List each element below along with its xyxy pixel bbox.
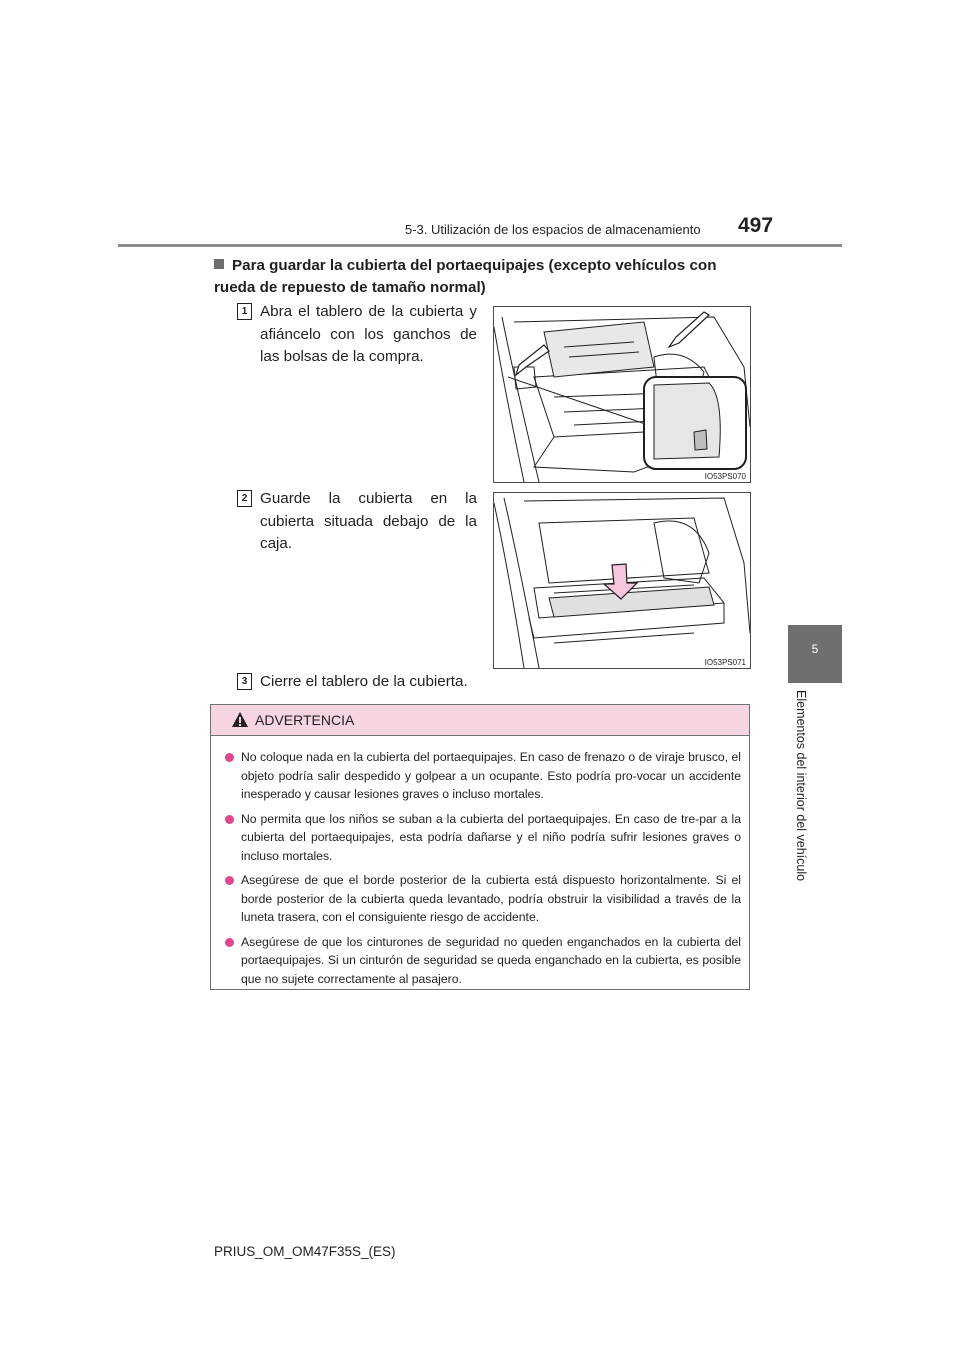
header-section-title: 5-3. Utilización de los espacios de almacenamiento xyxy=(405,222,701,237)
section-heading-text: Para guardar la cubierta del portaequipajes (excepto vehículos con rueda de repuesto de tamaño normal) xyxy=(214,257,717,296)
step-number-1: 1 xyxy=(237,303,252,320)
step-text-1: Abra el tablero de la cubierta y afiáncelo con los ganchos de las bolsas de la compra. xyxy=(260,303,477,365)
warning-box xyxy=(210,704,750,990)
warning-item: Asegúrese de que los cinturones de seguridad no queden enganchados en la cubierta del portaequipajes. Si un cinturón de seguridad se queda enganchado en la cubierta, es posible que no sujete correctamente al pasajero. xyxy=(225,933,741,989)
footer-doc-code: PRIUS_OM_OM47F35S_(ES) xyxy=(214,1244,396,1259)
warning-title: ADVERTENCIA xyxy=(255,712,355,728)
chapter-number: 5 xyxy=(811,642,819,656)
figure-trunk-hooks xyxy=(493,306,751,483)
square-bullet-icon xyxy=(214,259,224,269)
step-text-2: Guarde la cubierta en la cubierta situada debajo de la caja. xyxy=(260,490,477,552)
page-number: 497 xyxy=(738,214,774,237)
figure-trunk-storage xyxy=(493,492,751,669)
step-number-2: 2 xyxy=(237,490,252,507)
bullet-icon xyxy=(225,938,234,947)
chapter-title-vertical xyxy=(794,690,825,1020)
figure-code-1: IO53PS070 xyxy=(704,472,746,481)
trunk-storage-illustration xyxy=(494,493,750,668)
trunk-hooks-illustration xyxy=(494,307,750,482)
step-text-3: Cierre el tablero de la cubierta. xyxy=(260,673,468,690)
warning-list xyxy=(225,748,741,994)
step-number-3: 3 xyxy=(237,673,252,690)
bullet-icon xyxy=(225,876,234,885)
chapter-title: Elementos del interior del vehículo xyxy=(794,690,808,882)
warning-item: No coloque nada en la cubierta del portaequipajes. En caso de frenazo o de viraje brusco, el objeto podría salir despedido y golpear a un ocupante. Esto podría pro-vocar un accidente inesperado y causar lesiones graves o incluso mortales. xyxy=(225,748,741,804)
warning-item: Asegúrese de que el borde posterior de la cubierta está dispuesto horizontalmente. Si el borde posterior de la cubierta queda levantado, podría obstruir la visibilidad a través de la luneta trasera, con el consiguiente riesgo de accidente. xyxy=(225,871,741,927)
bullet-icon xyxy=(225,753,234,762)
figure-code-2: IO53PS071 xyxy=(704,658,746,667)
warning-item: No permita que los niños se suban a la cubierta del portaequipajes. En caso de tre-par a la cubierta del portaequipajes, esta podría dañarse y el niño podría sufrir lesiones graves o incluso mortales. xyxy=(225,810,741,866)
section-heading xyxy=(214,255,754,299)
bullet-icon xyxy=(225,815,234,824)
header-divider xyxy=(118,244,842,247)
warning-header xyxy=(211,705,749,736)
warning-triangle-icon xyxy=(231,711,249,728)
